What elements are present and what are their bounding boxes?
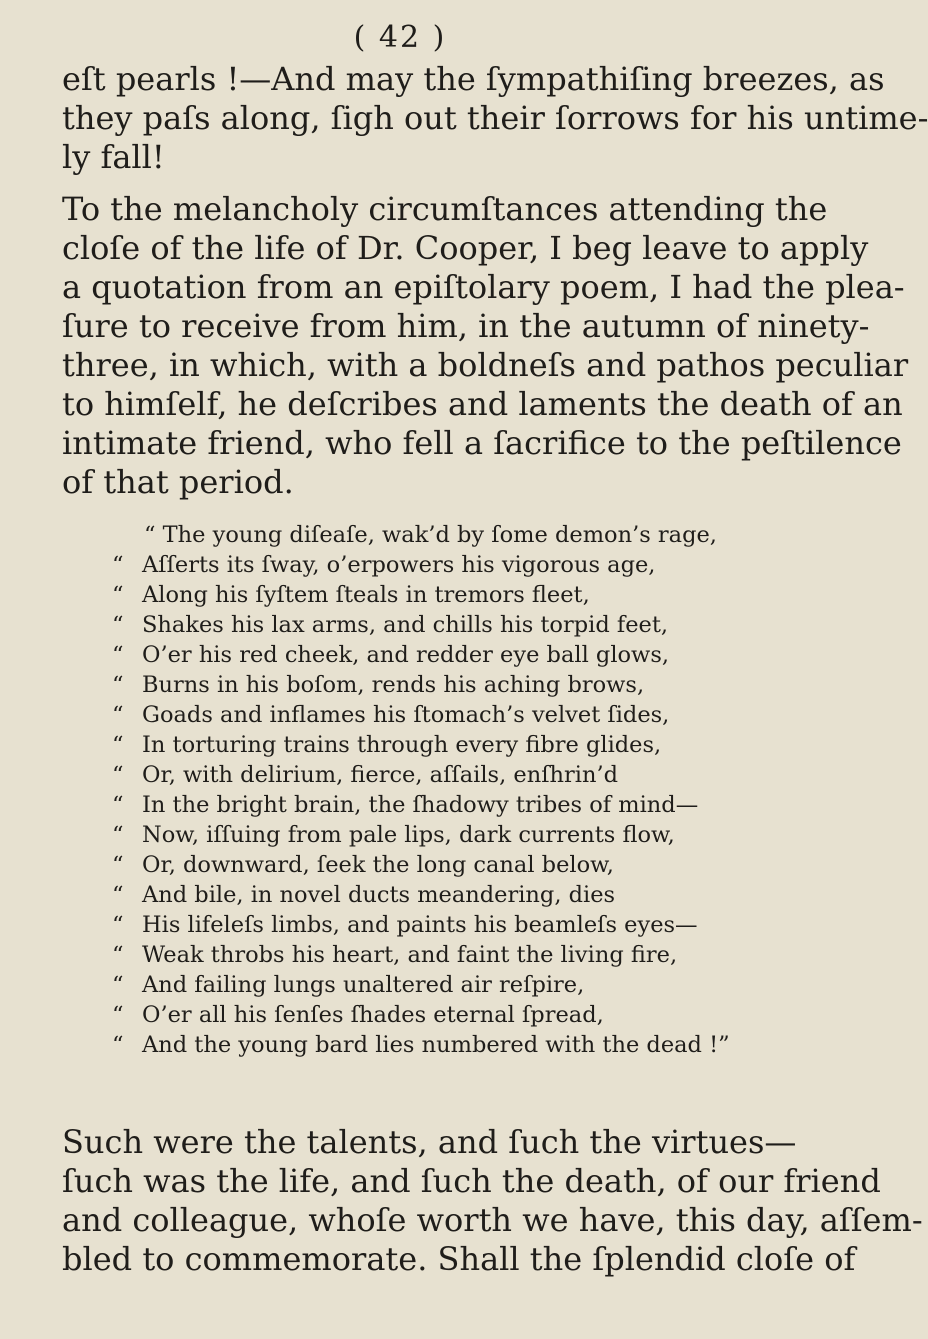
quote-mark: “ (112, 612, 124, 638)
quote-mark: “ (112, 642, 124, 668)
poem-line: “ And bile, in novel ducts meandering, dies (112, 882, 616, 908)
opening-paragraph (62, 60, 928, 177)
poem-line: “ And the young bard lies numbered with the dead !” (112, 1032, 730, 1058)
text-line: bled to commemorate. Shall the ſplendid cloſe of (62, 1240, 856, 1278)
poem-line: “ Shakes his lax arms, and chills his torpid feet, (112, 612, 669, 638)
text-line: a quotation from an epiſtolary poem, I had the plea- (62, 268, 905, 306)
text-line: Such were the talents, and ſuch the virtues— (62, 1123, 797, 1161)
text-line: ly fall! (62, 138, 165, 176)
quote-mark: “ (112, 762, 124, 788)
quote-mark: “ (112, 1032, 124, 1058)
poem-line: “ Or, downward, ſeek the long canal below, (112, 852, 614, 878)
quote-mark: “ (112, 822, 124, 848)
text-line: ſure to receive from him, in the autumn of ninety- (62, 307, 870, 345)
quote-mark: “ (112, 882, 124, 908)
text-line: three, in which, with a boldneſs and pathos peculiar (62, 346, 909, 384)
poem-line: “ Goads and inflames his ſtomach’s velvet ſides, (112, 702, 670, 728)
text-line: and colleague, whoſe worth we have, this day, aſſem- (62, 1201, 923, 1239)
page-number: ( 42 ) (353, 20, 447, 55)
poem-line: “ Now, iſſuing from pale lips, dark currents flow, (112, 822, 675, 848)
text-line: eſt pearls !—And may the ſympathiſing breezes, as (62, 60, 885, 98)
quote-mark: “ (112, 912, 124, 938)
quote-mark: “ (112, 582, 124, 608)
text-line: To the melancholy circumſtances attending the (62, 190, 828, 228)
intro-paragraph (62, 190, 909, 502)
text-line: to himſelf, he deſcribes and laments the death of an (62, 385, 903, 423)
poem-line: “ Or, with delirium, fierce, aſſails, enſhrin’d (112, 762, 619, 788)
poem-line: “ In the bright brain, the ſhadowy tribes of mind— (112, 792, 699, 818)
poem-line: “ His lifeleſs limbs, and paints his beamleſs eyes— (112, 912, 698, 938)
quote-mark: “ (112, 972, 124, 998)
quote-mark: “ (112, 672, 124, 698)
poem-line: “ Aſſerts its ſway, o’erpowers his vigorous age, (112, 552, 656, 578)
poem-line: “ The young diſeaſe, wak’d by ſome demon’s rage, (144, 522, 717, 548)
quote-mark: “ (112, 852, 124, 878)
quote-mark: “ (112, 942, 124, 968)
text-line: they paſs along, ſigh out their ſorrows for his untime- (62, 99, 928, 137)
text-line: intimate friend, who fell a ſacrifice to the peſtilence (62, 424, 902, 462)
quote-mark: “ (112, 552, 124, 578)
poem-line: “ Along his ſyſtem ſteals in tremors fleet, (112, 582, 590, 608)
text-line: cloſe of the life of Dr. Cooper, I beg leave to apply (62, 229, 869, 267)
quote-mark: “ (112, 702, 124, 728)
text-line: of that period. (62, 463, 294, 501)
poem-line: “ Weak throbs his heart, and faint the living fire, (112, 942, 678, 968)
text-line: ſuch was the life, and ſuch the death, of our friend (62, 1162, 881, 1200)
quote-mark: “ (112, 732, 124, 758)
poem-line: “ In torturing trains through every fibre glides, (112, 732, 662, 758)
poem-line: “ O’er all his ſenſes ſhades eternal ſpread, (112, 1002, 604, 1028)
closing-paragraph (62, 1123, 923, 1279)
poem-line: “ And failing lungs unaltered air reſpire, (112, 972, 585, 998)
poem-line: “ Burns in his boſom, rends his aching brows, (112, 672, 645, 698)
poem-line: “ O’er his red cheek, and redder eye ball glows, (112, 642, 670, 668)
quote-mark: “ (112, 1002, 124, 1028)
poem-quotation (112, 520, 762, 1060)
quote-mark: “ (112, 792, 124, 818)
